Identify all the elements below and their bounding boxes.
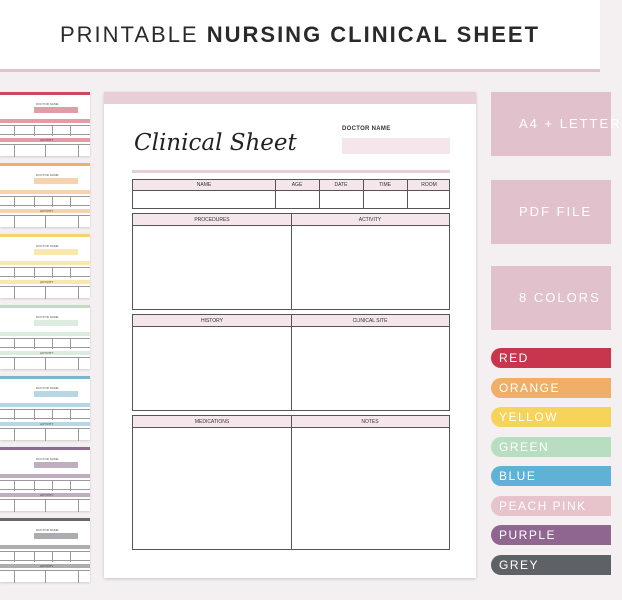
color-thumbnail [0,305,90,369]
thumb-doctor-label: DOCTOR NAME [36,528,59,532]
section-block-procedures-activity [132,213,450,310]
color-option-blue: BLUE [491,466,611,486]
section-block-history-clinical [132,314,450,411]
thumb-activity-label: ACTIVITY [40,422,54,426]
color-option-grey: GREY [491,555,611,575]
thumb-info-row [0,125,90,135]
color-thumbnail [0,163,90,227]
thumb-doctor-label: DOCTOR NAME [36,315,59,319]
section-divider [291,416,292,549]
color-option-yellow: YELLOW [491,407,611,427]
sheet-top-bar [104,92,476,104]
feature-tile-size: A4 + LETTER [491,92,611,156]
feature-tile-format: PDF FILE [491,180,611,244]
thumb-doctor-box [34,320,78,326]
thumb-activity-label: ACTIVITY [40,493,54,497]
thumb-activity-label: ACTIVITY [40,564,54,568]
banner-title [0,22,600,48]
info-col-date: DATE [334,182,348,188]
thumb-top-bar [0,92,90,95]
thumb-info-row [0,338,90,348]
color-option-red: RED [491,348,611,368]
section-divider [291,214,292,309]
section-label-history: HISTORY [200,318,224,324]
color-option-green: GREEN [491,437,611,457]
clinical-sheet-preview [104,92,476,578]
thumb-bottom-row [0,428,90,440]
thumb-doctor-box [34,462,78,468]
color-thumbnail [0,376,90,440]
thumb-bottom-row [0,357,90,369]
thumb-doctor-label: DOCTOR NAME [36,244,59,248]
sheet-divider [132,170,450,173]
patient-info-table [132,179,450,209]
thumb-doctor-box [34,533,78,539]
thumb-doctor-box [34,107,78,113]
thumb-activity-label: ACTIVITY [40,280,54,284]
color-thumbnail [0,518,90,582]
thumb-bottom-row [0,286,90,298]
info-col-name: NAME [196,182,212,188]
title-banner [0,0,600,72]
thumb-info-row [0,480,90,490]
section-label-activity: ACTIVITY [358,217,382,223]
color-option-peach-pink: PEACH PINK [491,496,611,516]
thumb-doctor-box [34,249,78,255]
banner-main-title: NURSING CLINICAL SHEET [206,22,541,47]
banner-prefix: PRINTABLE [59,22,199,47]
thumb-top-bar [0,376,90,379]
thumb-activity-label: ACTIVITY [40,138,54,142]
section-block-medications-notes [132,415,450,550]
color-option-orange: ORANGE [491,378,611,398]
section-label-clinical-site: CLINICAL SITE [352,318,388,324]
section-label-procedures: PROCEDURES [194,217,230,223]
sheet-title: Clinical Sheet [134,130,297,156]
color-thumbnail [0,234,90,298]
thumb-doctor-label: DOCTOR NAME [36,173,59,177]
thumb-header-bar [0,545,90,549]
info-col-room: ROOM [421,182,437,188]
thumb-bottom-row [0,570,90,582]
thumb-header-bar [0,474,90,478]
thumb-header-bar [0,190,90,194]
doctor-name-field [342,138,450,154]
thumb-info-row [0,267,90,277]
thumb-bottom-row [0,499,90,511]
thumb-doctor-box [34,391,78,397]
section-label-medications: MEDICATIONS [194,419,230,425]
thumb-bottom-row [0,215,90,227]
thumb-top-bar [0,447,90,450]
section-label-notes: NOTES [361,419,379,425]
thumb-header-bar [0,261,90,265]
color-thumbnail [0,92,90,156]
info-col-time: TIME [379,182,391,188]
thumb-activity-label: ACTIVITY [40,209,54,213]
thumb-header-bar [0,332,90,336]
thumb-top-bar [0,234,90,237]
thumb-doctor-label: DOCTOR NAME [36,102,59,106]
thumb-doctor-label: DOCTOR NAME [36,386,59,390]
thumb-top-bar [0,518,90,521]
thumb-activity-label: ACTIVITY [40,351,54,355]
color-thumbnail [0,447,90,511]
thumb-info-row [0,551,90,561]
thumb-doctor-box [34,178,78,184]
thumb-info-row [0,196,90,206]
section-divider [291,315,292,410]
thumb-bottom-row [0,144,90,156]
thumb-top-bar [0,305,90,308]
thumb-doctor-label: DOCTOR NAME [36,457,59,461]
color-option-purple: PURPLE [491,525,611,545]
feature-tile-colors: 8 COLORS [491,266,611,330]
thumb-header-bar [0,403,90,407]
thumb-info-row [0,409,90,419]
doctor-name-label: DOCTOR NAME [342,126,391,132]
thumb-header-bar [0,119,90,123]
thumb-top-bar [0,163,90,166]
info-col-age: AGE [291,182,303,188]
